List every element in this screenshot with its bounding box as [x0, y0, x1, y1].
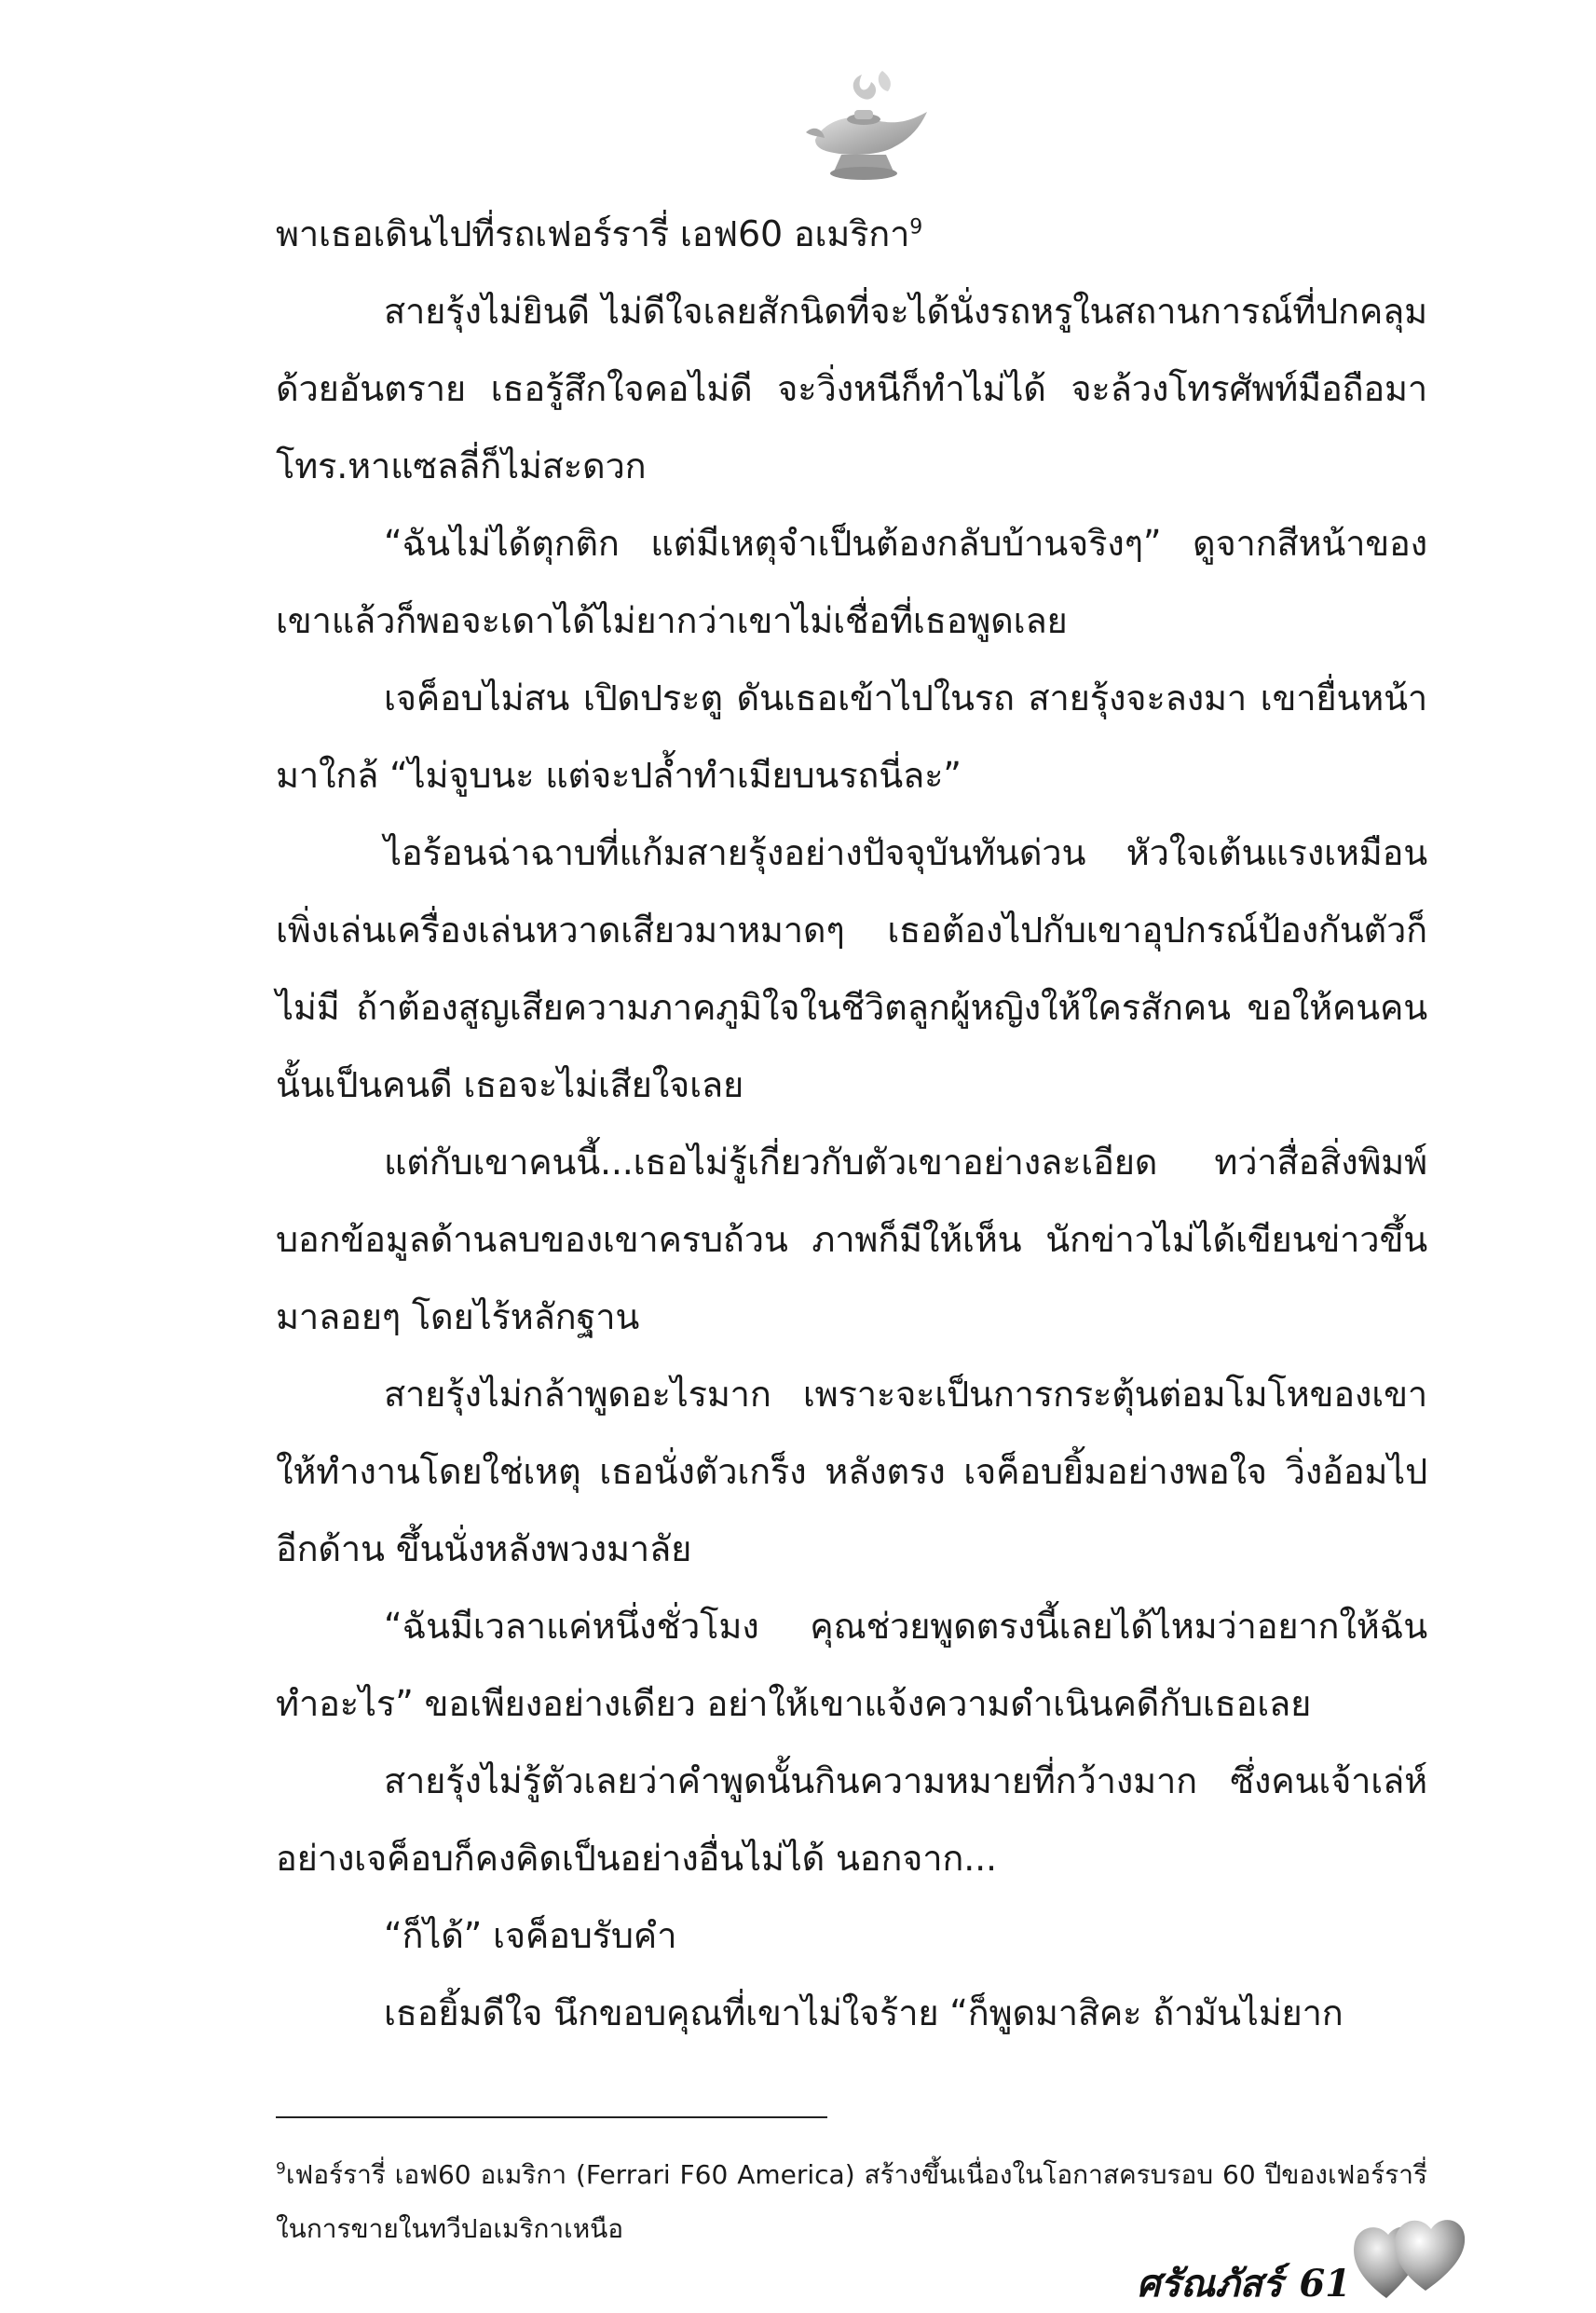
- magic-lamp-icon: [797, 67, 936, 188]
- paragraph: เธอยิ้มดีใจ นึกขอบคุณที่เขาไม่ใจร้าย “ก็พูดมาสิคะ ถ้ามันไม่ยาก: [384, 1992, 1344, 2033]
- hearts-icon: [1349, 2205, 1466, 2306]
- page-number: 61: [1299, 2261, 1351, 2306]
- paragraph: ไอร้อนฉ่าฉาบที่แก้มสายรุ้งอย่างปัจจุบันทันด่วน หัวใจเต้นแรงเหมือนเพิ่งเล่นเครื่องเล่นหวาดเสียวมาหมาดๆ เธอต้องไปกับเขาอุปกรณ์ป้องกันตัวก็ไม่มี ถ้าต้องสูญเสียความภาคภูมิใจในชีวิตลูกผู้หญิงให้ใครสักคน ขอให้คนคนนั้นเป็นคนดี เธอจะไม่เสียใจเลย: [276, 832, 1427, 1105]
- footnote: [276, 2148, 1427, 2256]
- footnote-marker: 9: [276, 2159, 286, 2179]
- paragraph: สายรุ้งไม่รู้ตัวเลยว่าคำพูดนั้นกินความหมายที่กว้างมาก ซึ่งคนเจ้าเล่ห์อย่างเจค็อบก็คงคิดเป็นอย่างอื่นไม่ได้ นอกจาก...: [276, 1760, 1427, 1879]
- page-footer: [1137, 2253, 1351, 2313]
- author-name: ศรัณภัสร์: [1137, 2262, 1283, 2306]
- paragraph: เจค็อบไม่สน เปิดประตู ดันเธอเข้าไปในรถ สายรุ้งจะลงมา เขายื่นหน้ามาใกล้ “ไม่จูบนะ แต่จะปล้ำทำเมียบนรถนี่ละ”: [276, 677, 1427, 796]
- footnote-divider: [276, 2116, 827, 2118]
- paragraph: [276, 196, 1427, 273]
- footnote-text: เฟอร์รารี่ เอฟ60 อเมริกา (Ferrari F60 America) สร้างขึ้นเนื่องในโอกาสครบรอบ 60 ปีของเฟอร์รารี่ในการขายในทวีปอเมริกาเหนือ: [276, 2159, 1427, 2244]
- paragraph: สายรุ้งไม่ยินดี ไม่ดีใจเลยสักนิดที่จะได้นั่งรถหรูในสถานการณ์ที่ปกคลุมด้วยอันตราย เธอรู้สึกใจคอไม่ดี จะวิ่งหนีก็ทำไม่ได้ จะล้วงโทรศัพท์มือถือมาโทร.หาแซลลี่ก็ไม่สะดวก: [276, 291, 1427, 486]
- footnote-ref: 9: [909, 215, 923, 240]
- body-text: [276, 196, 1427, 2052]
- paragraph: สายรุ้งไม่กล้าพูดอะไรมาก เพราะจะเป็นการกระตุ้นต่อมโมโหของเขาให้ทำงานโดยใช่เหตุ เธอนั่งตัวเกร็ง หลังตรง เจค็อบยิ้มอย่างพอใจ วิ่งอ้อมไปอีกด้าน ขึ้นนั่งหลังพวงมาลัย: [276, 1374, 1427, 1569]
- paragraph: “ฉันมีเวลาแค่หนึ่งชั่วโมง คุณช่วยพูดตรงนี้เลยได้ไหมว่าอยากให้ฉันทำอะไร” ขอเพียงอย่างเดียว อย่าให้เขาแจ้งความดำเนินคดีกับเธอเลย: [276, 1606, 1427, 1724]
- paragraph: แต่กับเขาคนนี้...เธอไม่รู้เกี่ยวกับตัวเขาอย่างละเอียด ทว่าสื่อสิ่งพิมพ์บอกข้อมูลด้านลบของเขาครบถ้วน ภาพก็มีให้เห็น นักข่าวไม่ได้เขียนข่าวขึ้นมาลอยๆ โดยไร้หลักฐาน: [276, 1142, 1427, 1337]
- paragraph: “ฉันไม่ได้ตุกติก แต่มีเหตุจำเป็นต้องกลับบ้านจริงๆ” ดูจากสีหน้าของเขาแล้วก็พอจะเดาได้ไม่ยากว่าเขาไม่เชื่อที่เธอพูดเลย: [276, 523, 1427, 641]
- paragraph-text: พาเธอเดินไปที่รถเฟอร์รารี่ เอฟ60 อเมริกา: [276, 213, 910, 254]
- paragraph: “ก็ได้” เจค็อบรับคำ: [384, 1915, 677, 1956]
